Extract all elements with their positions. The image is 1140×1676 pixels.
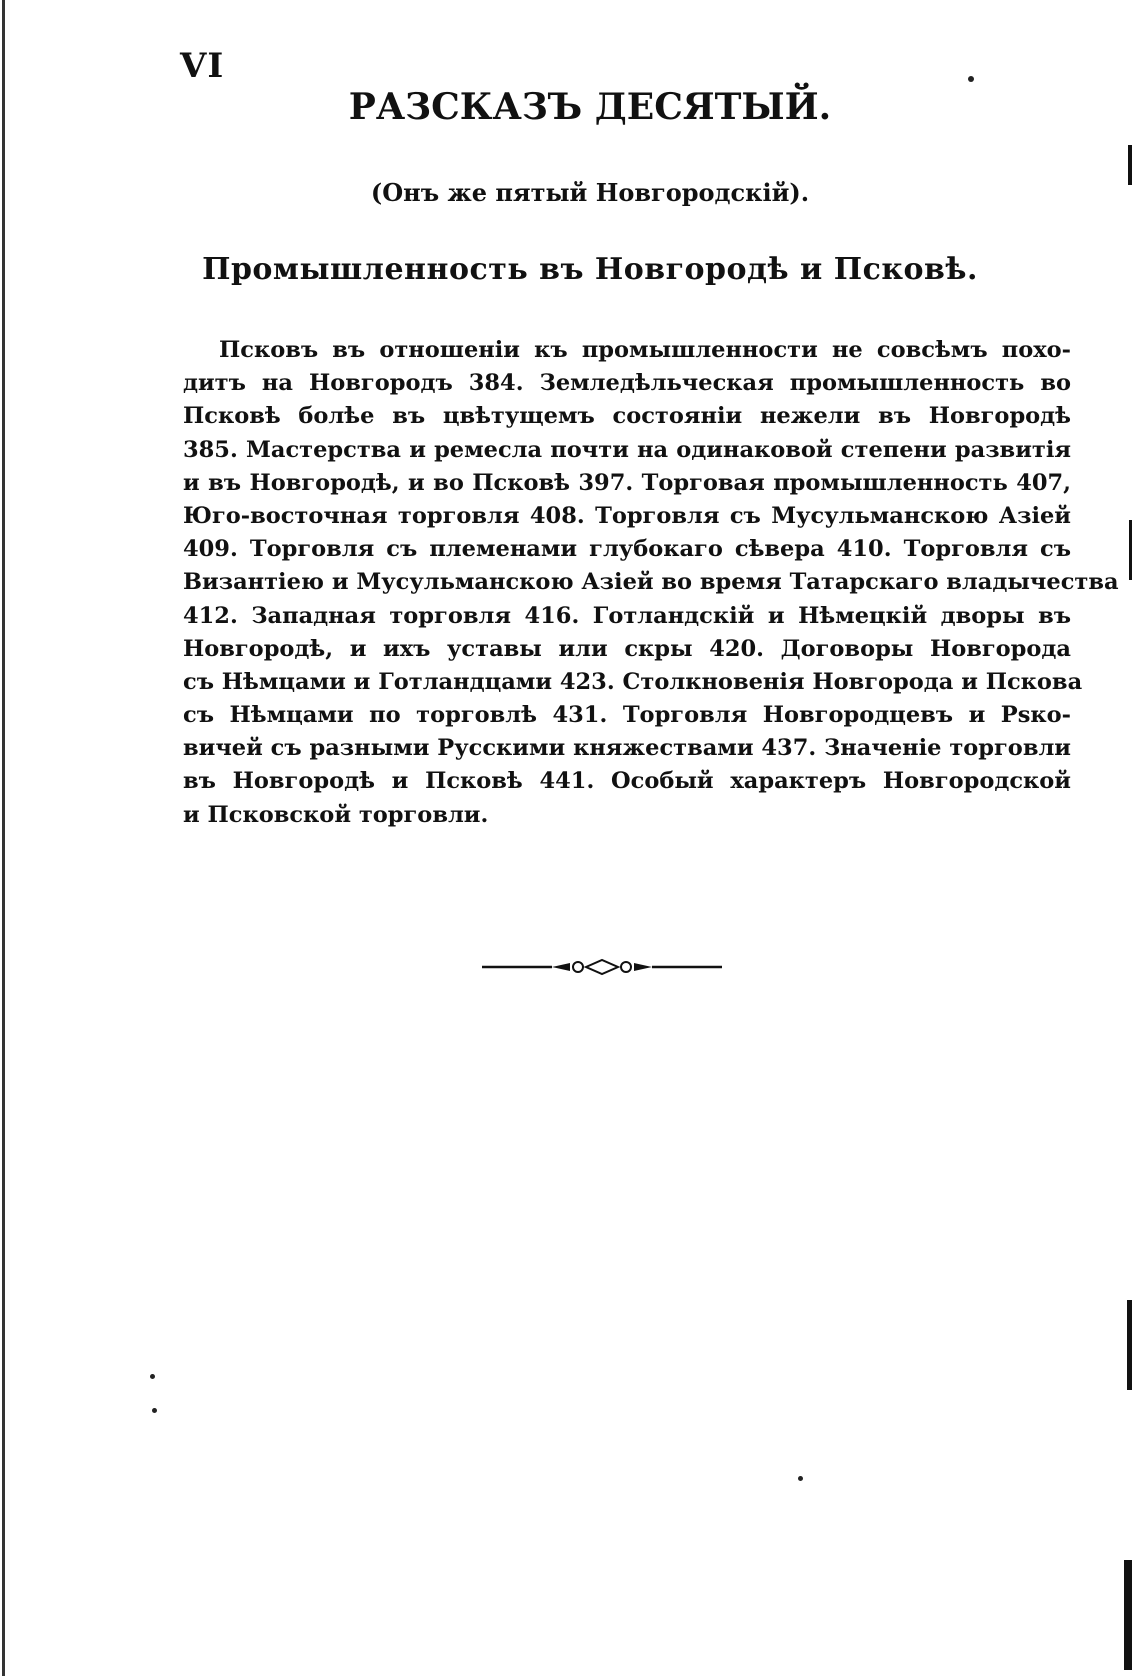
summary-line: 385. Мастерства и ремесла почти на одинаковой степени развитія: [183, 436, 1071, 463]
scan-speck: [150, 1374, 155, 1379]
summary-line: въ Новгородѣ и Псковѣ 441. Особый характеръ Новгородской: [183, 768, 1071, 795]
summary-line: Псковѣ болѣе въ цвѣтущемъ состояніи нежели въ Новгородѣ: [183, 403, 1071, 430]
scan-speck: [798, 1476, 803, 1481]
summary-line: Псковъ въ отношеніи къ промышленности не совсѣмъ похо-: [219, 337, 1071, 363]
summary-line: вичей съ разными Русскими княжествами 437. Значеніе торговли: [183, 735, 1071, 762]
summary-line: 412. Западная торговля 416. Готландскій и Нѣмецкій дворы въ: [183, 602, 1071, 629]
summary-line: и Псковской торговли.: [183, 801, 489, 828]
left-margin-rule: [2, 0, 5, 1676]
right-edge-mark: [1129, 520, 1132, 580]
summary-line: Новгородѣ, и ихъ уставы или скры 420. Договоры Новгорода: [183, 635, 1071, 662]
right-edge-mark: [1124, 1560, 1132, 1670]
summary-line: дитъ на Новгородъ 384. Земледѣльческая промышленность во: [183, 370, 1071, 397]
page-number: VI: [180, 46, 225, 86]
summary-line: и въ Новгородѣ, и во Псковѣ 397. Торговая промышленность 407,: [183, 469, 1071, 496]
section-heading: Промышленность въ Новгородѣ и Псковѣ.: [202, 252, 978, 287]
right-edge-mark: [1127, 1300, 1132, 1390]
summary-line: съ Нѣмцами и Готландцами 423. Столкновенія Новгорода и Пскова: [183, 668, 1083, 695]
summary-line: Византіею и Мусульманскою Азіей во время Татарскаго владычества: [183, 569, 1119, 596]
summary-line: 409. Торговля съ племенами глубокаго сѣвера 410. Торговля съ: [183, 536, 1071, 563]
summary-line: съ Нѣмцами по торговлѣ 431. Торговля Новгородцевъ и Psко-: [183, 702, 1071, 729]
scan-speck: [152, 1408, 157, 1413]
chapter-title: РАЗСКАЗЪ ДЕСЯТЫЙ.: [348, 86, 832, 128]
ornament-divider: [482, 956, 722, 978]
scan-speck: [968, 76, 974, 82]
right-edge-mark: [1128, 145, 1132, 185]
summary-line: Юго-восточная торговля 408. Торговля съ Мусульманскою Азіей: [183, 502, 1071, 529]
chapter-summary: [183, 334, 1119, 832]
chapter-subtitle: (Онъ же пятый Новгородскій).: [370, 178, 810, 207]
